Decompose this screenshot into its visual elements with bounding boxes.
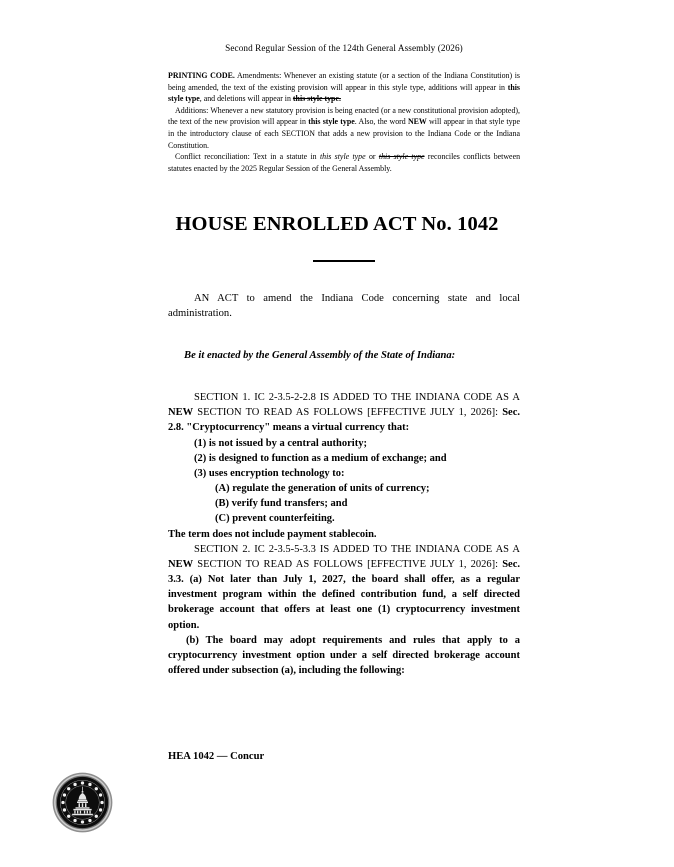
- section-1-bold-run: Sec. 2.8. "Cryptocurrency" means a virtual currency that:: [168, 407, 520, 434]
- list-item: (2) is designed to function as a medium of exchange; and: [194, 452, 447, 464]
- an-act-clause: AN ACT to amend the Indiana Code concerning state and local administration.: [168, 293, 520, 320]
- session-line: Second Regular Session of the 124th General Assembly (2026): [225, 43, 463, 53]
- amendments-lead: Amendments: Whenever an existing statute (or a section of the Indiana Constitution) is being amended, the text of the existing provision will appear in this style type, additions will appear in: [168, 71, 520, 92]
- amendments-deletions-sample: this style type.: [292, 94, 341, 104]
- conflict-strike-sample: this style type: [378, 152, 425, 162]
- section-2-lead: [168, 542, 520, 633]
- conflict-lead: Conflict reconciliation: Text in a statute in: [175, 152, 320, 162]
- additions-new-word: NEW: [407, 117, 427, 127]
- conflict-or: or: [365, 152, 379, 162]
- additions-mid: . Also, the word: [354, 117, 408, 127]
- additions-sample: this style type: [308, 117, 355, 127]
- page-title: HOUSE ENROLLED ACT No. 1042: [175, 213, 499, 235]
- printing-code-label: PRINTING CODE.: [168, 71, 235, 80]
- list-item: (1) is not issued by a central authority;: [194, 437, 367, 449]
- conflict-italic-sample: this style type: [319, 152, 366, 162]
- section-1-plain-1: SECTION 1. IC 2-3.5-2-2.8 IS ADDED TO THE INDIANA CODE AS A: [194, 392, 520, 403]
- title-divider: [313, 260, 375, 262]
- statute-body: [168, 390, 520, 678]
- list-item: (3) uses encryption technology to:: [194, 467, 345, 479]
- section-1-closing: The term does not include payment stablecoin.: [168, 528, 377, 540]
- enacting-clause: Be it enacted by the General Assembly of the State of Indiana:: [184, 350, 456, 361]
- indiana-state-seal-icon: [52, 772, 113, 833]
- section-2-plain-2: SECTION TO READ AS FOLLOWS [EFFECTIVE JULY 1, 2026]:: [193, 558, 503, 570]
- printing-code-additions: [168, 105, 520, 151]
- section-2-new-word: NEW: [168, 558, 194, 570]
- section-2-bold-run: Sec. 3.3. (a) Not later than July 1, 2027, the board shall offer, as a regular investment program within the defined contribution fund, a self directed brokerage account that offers at least one (1) cryptocurrency investment option.: [168, 558, 520, 631]
- list-item: (B) verify fund transfers; and: [215, 498, 348, 510]
- section-1-lead: [168, 390, 520, 436]
- section-1-new-word: NEW: [168, 407, 194, 419]
- list-item: (C) prevent counterfeiting.: [215, 513, 335, 525]
- amendments-additions-sample: this style type: [168, 82, 520, 104]
- footer-bill-id: HEA 1042 — Concur: [168, 751, 265, 762]
- amendments-mid: , and deletions will appear in: [199, 94, 293, 104]
- conflict-tail: reconciles conflicts between statutes enacted by the 2025 Regular Session of the General Assembly.: [168, 152, 521, 173]
- section-2-subsection-b: (b) The board may adopt requirements and rules that apply to a cryptocurrency investment option under a self directed brokerage account offered under subsection (a), including the following:: [168, 634, 520, 677]
- additions-lead: Additions: Whenever a new statutory provision is being enacted (or a new constitutional provision adopted), the text of the new provision will appear in: [168, 105, 520, 127]
- list-item: (A) regulate the generation of units of currency;: [215, 483, 430, 495]
- section-1-plain-2: SECTION TO READ AS FOLLOWS [EFFECTIVE JULY 1, 2026]:: [193, 407, 503, 419]
- printing-code-conflict: [168, 151, 520, 174]
- section-2-plain-1: SECTION 2. IC 2-3.5-5-3.3 IS ADDED TO THE INDIANA CODE AS A: [194, 543, 520, 555]
- printing-code-block: [168, 70, 520, 174]
- additions-tail: will appear in that style type in the introductory clause of each SECTION that adds a new provision to the Indiana Code or the Indiana Constitution.: [168, 117, 520, 150]
- printing-code-amendments: [168, 70, 520, 105]
